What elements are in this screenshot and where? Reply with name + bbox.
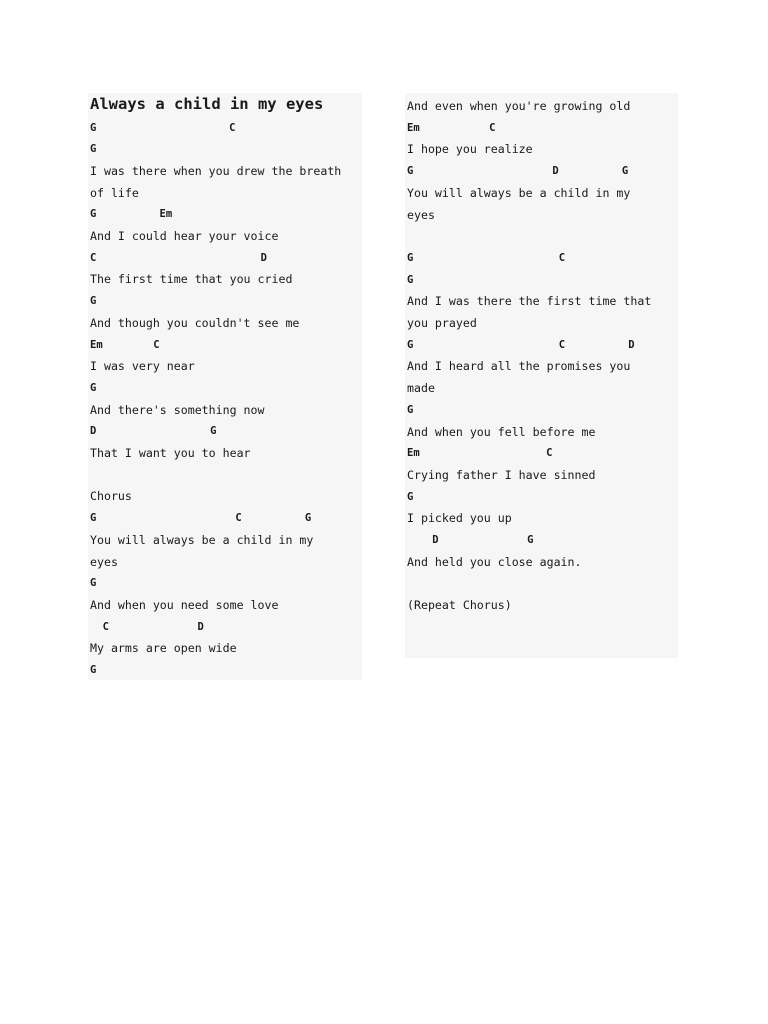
- chord-line: G: [407, 273, 414, 286]
- lyric-line: I was there when you drew the breath: [90, 163, 342, 178]
- lyric-line: eyes: [90, 554, 118, 569]
- lyric-line: Crying father I have sinned: [407, 467, 596, 482]
- chord-line: Em C: [90, 338, 160, 351]
- lyric-line: I was very near: [90, 359, 195, 374]
- lyric-line: you prayed: [407, 316, 477, 330]
- chord-line: D G: [407, 534, 534, 546]
- song-title: Always a child in my eyes: [90, 95, 324, 113]
- chord-line: C D: [90, 251, 268, 264]
- lyric-line: And I heard all the promises you: [407, 359, 631, 374]
- chord-line: Em C: [407, 447, 553, 460]
- lyric-line: And even when you're growing old: [407, 99, 631, 113]
- chord-line: G C: [407, 251, 566, 264]
- right-column: [405, 93, 678, 658]
- lyric-line: And I could hear your voice: [90, 229, 279, 243]
- chord-line: G: [90, 381, 97, 394]
- lyric-line: And when you fell before me: [407, 424, 596, 439]
- lyric-line: Chorus: [90, 489, 132, 504]
- chord-line: G: [90, 143, 97, 156]
- chord-line: G C G: [90, 512, 312, 525]
- lyric-line: And when you need some love: [90, 597, 279, 612]
- lyric-line: My arms are open wide: [90, 641, 237, 656]
- chord-line: G: [407, 403, 414, 416]
- lyric-line: And there's something now: [90, 402, 265, 417]
- chord-line: G Em: [90, 208, 173, 221]
- chord-line: G C: [90, 121, 236, 134]
- lyric-line: That I want you to hear: [90, 446, 251, 460]
- lyric-line: The first time that you cried: [90, 272, 293, 287]
- lyric-line: of life: [90, 185, 139, 200]
- chord-line: G: [90, 577, 97, 590]
- lyric-line: I picked you up: [407, 511, 512, 526]
- chord-line: G: [90, 664, 97, 676]
- lyric-line: eyes: [407, 207, 435, 222]
- chord-line: G: [407, 490, 414, 503]
- chord-line: G: [90, 295, 97, 308]
- chord-line: Em C: [407, 121, 496, 134]
- chord-line: C D: [90, 620, 204, 633]
- lyric-line: You will always be a child in my: [90, 532, 314, 547]
- chord-line: G C D: [407, 338, 635, 351]
- lyric-line: And though you couldn't see me: [90, 315, 300, 330]
- lyric-line: And held you close again.: [407, 554, 582, 569]
- chord-line: G D G: [407, 165, 629, 178]
- lyric-line: I hope you realize: [407, 142, 533, 157]
- lyric-line: (Repeat Chorus): [407, 598, 512, 613]
- chord-line: D G: [90, 425, 217, 438]
- left-column: [88, 93, 362, 680]
- lyric-line: You will always be a child in my: [407, 185, 631, 200]
- lyric-line: made: [407, 381, 435, 396]
- lyric-line: And I was there the first time that: [407, 294, 652, 309]
